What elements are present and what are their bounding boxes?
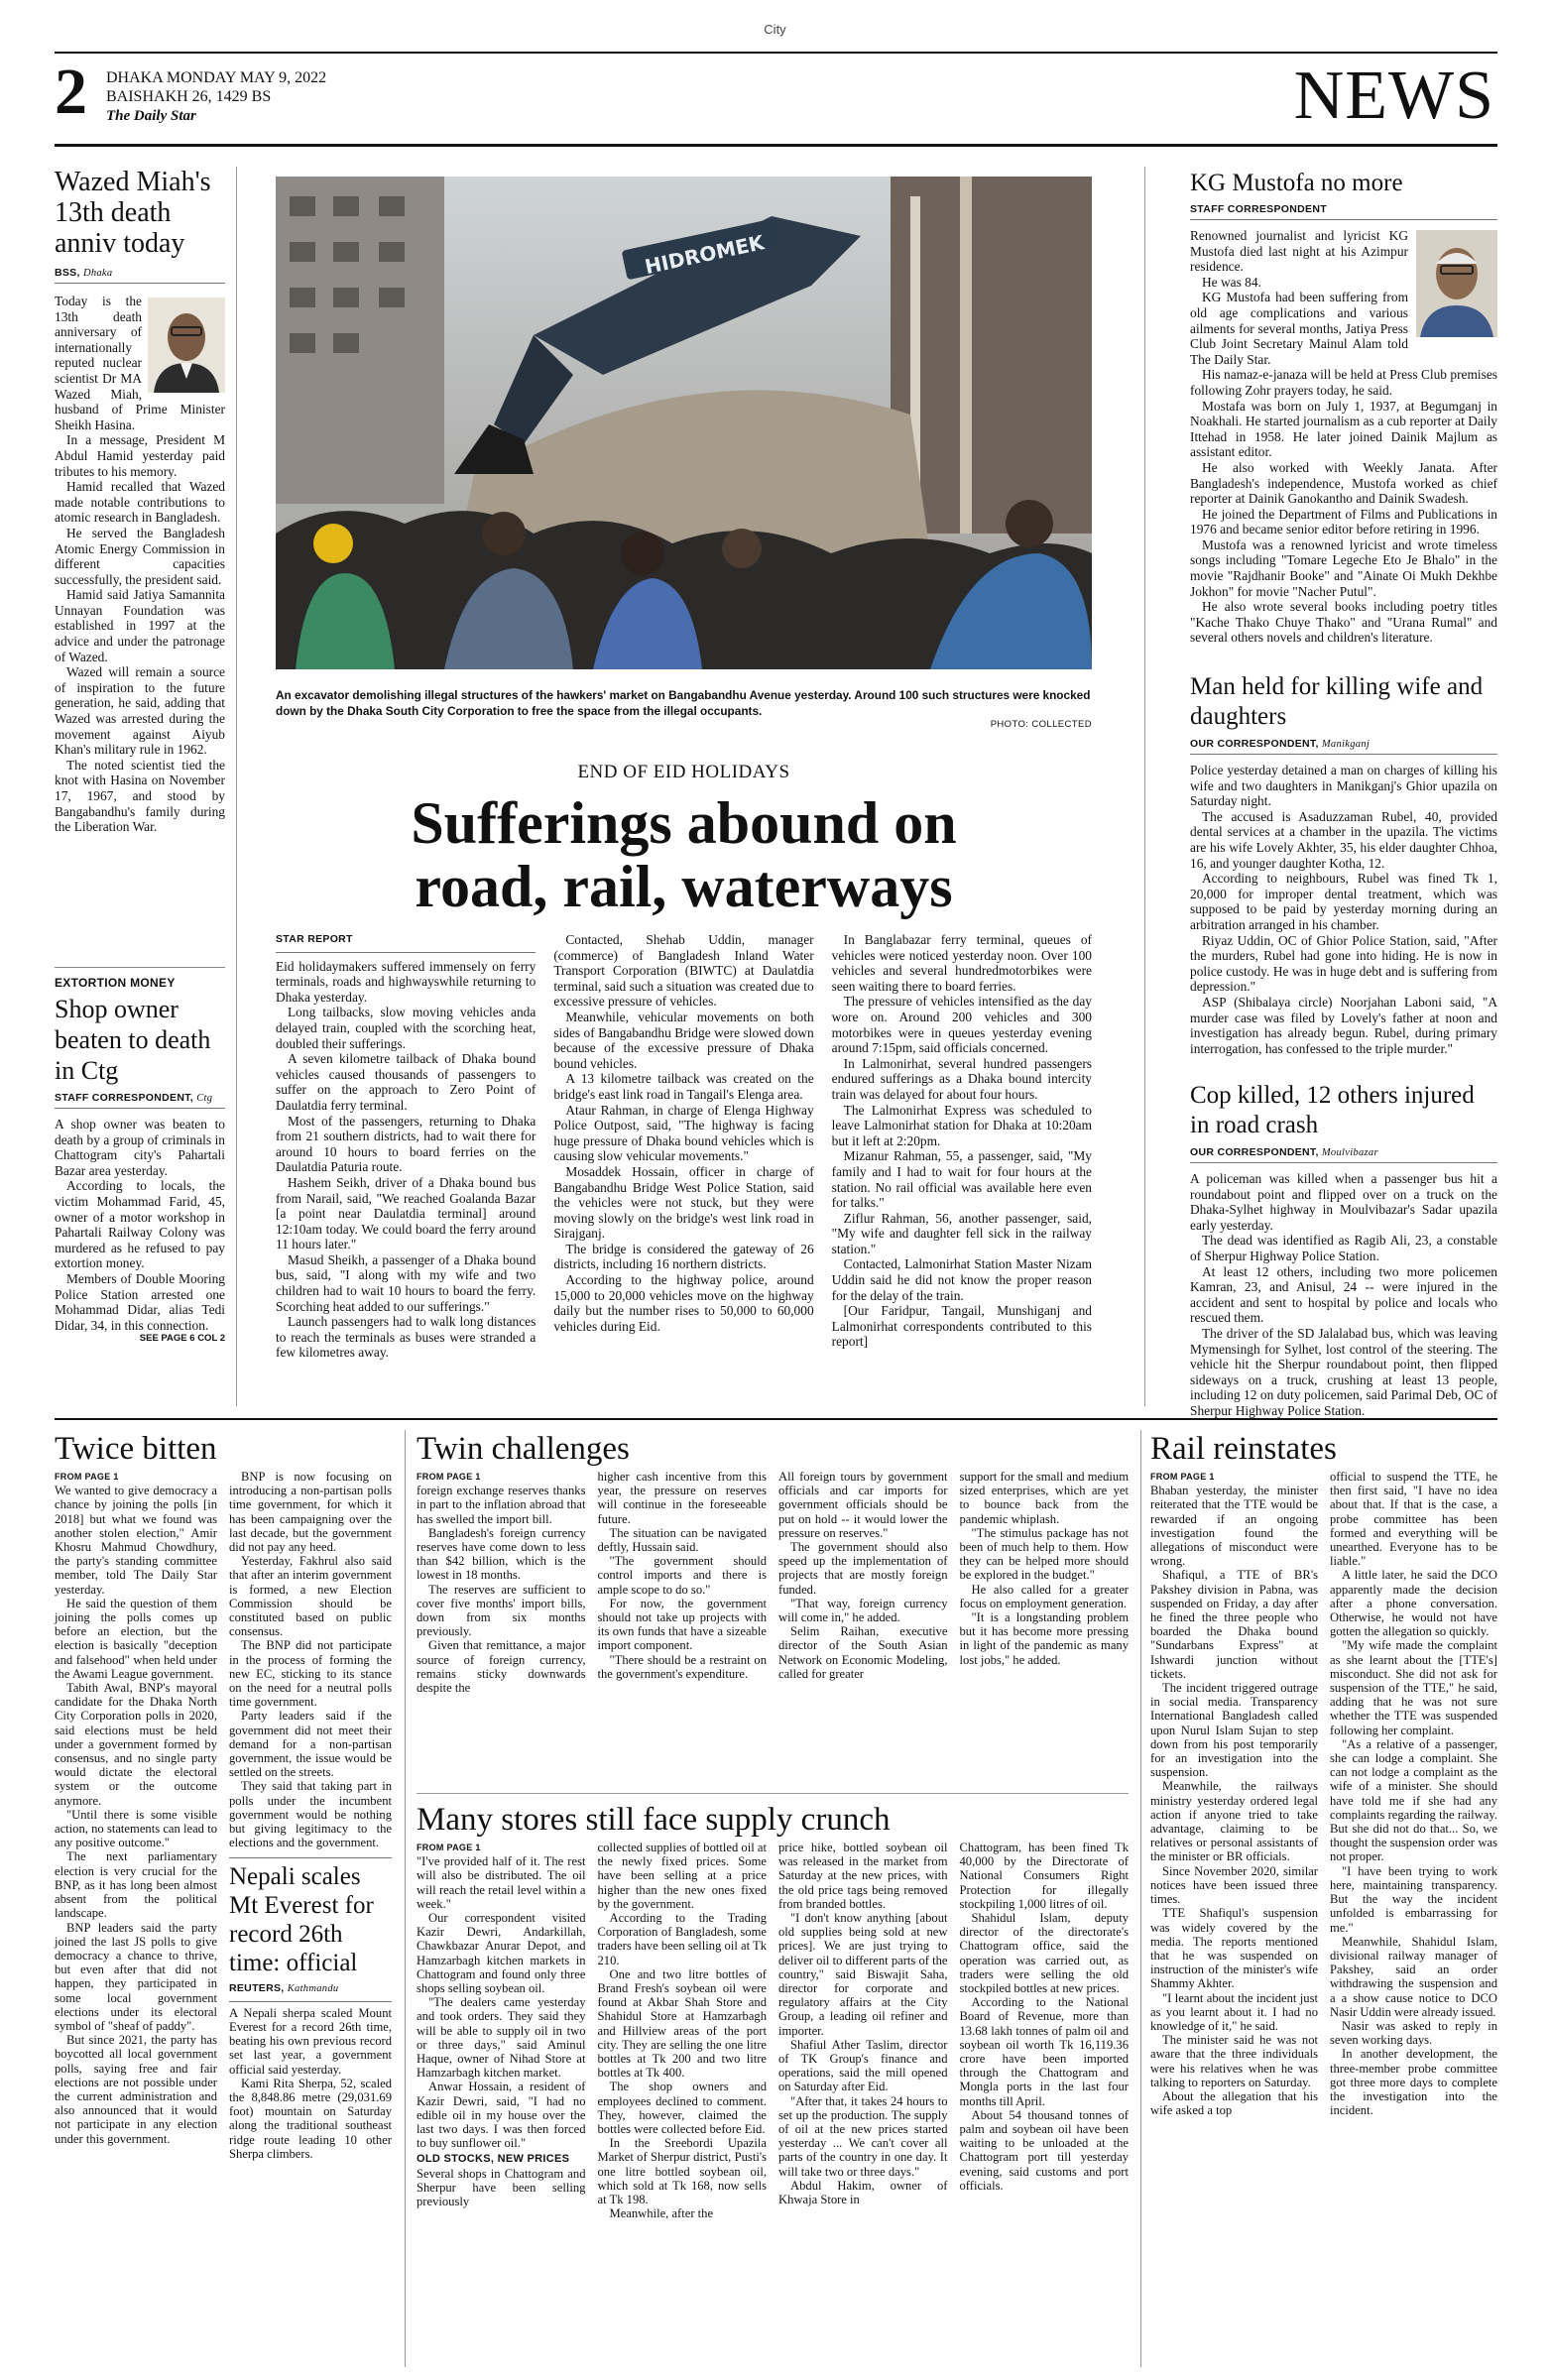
page-number: 2 [55,56,87,128]
man-held-para: The accused is Asaduzzaman Rubel, 40, provided dental services at a chamber in the upazila. The victims are his wife Lovely Akhter, 35, his elder daughter Chhoa, 16, and younger daughter Kotha, 12. [1190,808,1497,871]
man-held-headline: Man held for killing wife and daughters [1190,673,1484,730]
twice-para: The next parliamentary election is very crucial for the BNP, as it has long been almost absent from the political landscape. [55,1849,217,1921]
twin-para: For now, the government should not take up projects with its own funds that have a sizeable import component. [597,1596,767,1653]
kg-body [1190,228,1497,646]
stores-para: About 54 thousand tonnes of palm and soybean oil have been waiting to be unloaded at the Chattogram port till yesterday evening, said customs and port officials. [959,2107,1129,2193]
twice-para: He said the question of them joining the polls comes up before an election, but the election is basically "deception and falsehood" when held under the Awami League government. [55,1596,217,1681]
twin-para: He also called for a greater focus on employment generation. [959,1582,1129,1610]
wazed-portrait [148,298,225,393]
nepali-story [229,1857,392,2160]
masthead-rule [55,144,1497,147]
cop-byline: OUR CORRESPONDENT, Moulvibazar [1190,1146,1497,1163]
lead-col-2 [553,932,813,1361]
twin-para: Selim Raihan, executive director of the South Asian Network on Economic Modeling, called for greater [778,1624,948,1681]
cop-para: A policeman was killed when a passenger bus hit a roundabout point and flipped over on a truck on the Dhaka-Sylhet highway in Moulvibazar's Sadar upazila early yesterday. [1190,1171,1497,1233]
twice-from: FROM PAGE 1 [55,1472,119,1482]
wazed-para: Hamid said Jatiya Samannita Unnayan Foundation was established in 1997 at the advice and under the patronage of Wazed. [55,587,225,664]
lead-para: A seven kilometre tailback of Dhaka bound vehicles caused thousands of passengers to suffer on the approach to Zero Point of Daulatdia ferry terminal. [276,1051,537,1113]
lead-para: The Lalmonirhat Express was scheduled to leave Lalmonirhat station for Dhaka at 10:20am but it left at 2:20pm. [831,1102,1092,1148]
wazed-story [55,167,225,835]
twice-para: Tabith Awal, BNP's mayoral candidate for the Dhaka North City Corporation polls in 2020, said elections must be held under a government formed by consensus, and no single party would dictate the electoral system or the outcome anymore. [55,1681,217,1808]
divider [417,1793,1129,1794]
extortion-body [55,1117,225,1333]
stores-headline: Many stores still face supply crunch [417,1802,891,1838]
man-held-byline: OUR CORRESPONDENT, Manikganj [1190,738,1497,755]
kg-para: He also worked with Weekly Janata. After Bangladesh's independence, Mustofa worked as chief reporter at Dainik Ganokantho and Dainik Swadesh. [1190,459,1497,507]
nepali-headline: Nepali scales Mt Everest for record 26th time: official [229,1863,374,1977]
twin-col-3 [778,1470,948,1695]
twice-para: They said that taking part in polls under the incumbent government would be nothing but giving legitimacy to the elections and the government. [229,1779,392,1850]
kg-para: Renowned journalist and lyricist KG Mustofa died last night at his Azimpur residence. [1190,228,1408,275]
twice-col-2 [229,1470,392,2161]
kg-para: He joined the Department of Films and Publications in 1976 and became senior editor before retiring in 1996. [1190,506,1497,537]
twin-col-4 [960,1470,1130,1695]
rail-para: The incident triggered outrage in social media. Transparency International Bangladesh called upon Nurul Islam Sujan to step down from his post temporarily for an investigation into the suspension. [1150,1681,1318,1780]
extortion-para: A shop owner was beaten to death by a group of criminals in Chattogram city's Pahartali Bazar area yesterday. [55,1117,225,1178]
twice-para: BNP is now focusing on introducing a non-partisan polls time government, for which it has been campaigning over the last decade, but the government did not pay any heed. [229,1470,392,1555]
kg-story [1190,169,1497,646]
rail-para: "As a relative of a passenger, she can lodge a complaint. She can not lodge a complaint as the wife of a minister. She should have told me if she had any complaints regarding the railway. But she did not do that... So, we thought the suspension order was not proper. [1330,1736,1497,1864]
wazed-body [55,294,225,835]
lead-para: In Banglabazar ferry terminal, queues of vehicles were noticed yesterday noon. Over 100 vehicles and several hundredmotorbikes were seen waiting there to board ferries. [831,932,1092,994]
wazed-para: He served the Bangladesh Atomic Energy Commission in different capacities successfully, the president said. [55,525,225,587]
nepali-para: A Nepali sherpa scaled Mount Everest for a record 26th time, beating his own previous record set last year, a government official said yesterday. [229,2005,392,2077]
wazed-para: The noted scientist tied the knot with Hasina on November 17, 1967, and stood by Bangabandhu's family during the Liberation War. [55,757,225,835]
twice-para: "Until there is some visible action, no statements can lead to any positive outcome." [55,1807,217,1850]
kg-headline: KG Mustofa no more [1190,170,1403,196]
stores-para: One and two litre bottles of Brand Fresh's soybean oil were found at Akbar Shah Store and Shahidul Store at Hamzarbagh and Hillview areas of the port city. They are selling the one litre bottles at Tk 200 and two litre bottles at Tk 400. [597,1966,767,2081]
twice-para: BNP leaders said the party joined the last JS polls to give democracy a chance to thrive, but even after that did not happen, they participated in some local government elections under its electoral symbol of "sheaf of paddy". [55,1920,217,2033]
rail-col-2 [1330,1470,1497,2117]
lead-para: Meanwhile, vehicular movements on both sides of Bangabandhu Bridge were slowed down because of the excessive pressure of Dhaka bound vehicles. [553,1009,814,1071]
extortion-para: According to locals, the victim Mohammad Farid, 45, owner of a motor workshop in Pahartali Railway Colony was murdered as he refused to pay extortion money. [55,1178,225,1271]
cop-body [1190,1171,1497,1419]
lead-headline [276,791,1092,918]
twin-para: support for the small and medium sized enterprises, which are yet to bounce back from the pandemic whiplash. [959,1470,1129,1526]
twin-para: The government should also speed up the implementation of projects that are mostly foreign funded. [778,1540,948,1597]
twice-col-1 [55,1470,217,2161]
machine-brand: HIDROMEK [643,230,767,280]
twice-para: We wanted to give democracy a chance by joining the polls [in 2018] but what we found was another stolen election," Amir Khosru Mahmud Chowdhury, the party's standing committee member, told The Daily Star yesterday. [55,1484,217,1597]
rail-para: "I learnt about the incident just as you learnt about it. I had no knowledge of it," he said. [1150,1990,1318,2033]
twice-headline: Twice bitten [55,1431,217,1467]
wazed-para: Wazed will remain a source of inspiration to the future generation, he said, adding that Wazed was arrested during the movement against Aiyub Khan's military rule in 1962. [55,664,225,758]
lead-kicker: END OF EID HOLIDAYS [577,762,790,782]
section-rule [55,1418,1497,1420]
stores-subhead: OLD STOCKS, NEW PRICES [417,2153,570,2166]
stores-story [417,1801,1129,2220]
rail-para: Meanwhile, the railways ministry yesterday ordered legal action if anyone tried to take advantage, claiming to be relatives or personal assistants of the minister or BR officials. [1150,1779,1318,1864]
kg-para: Mustofa was a renowned lyricist and wrote timeless songs including "Tomare Legeche Eto Je Bhalo" in the movie "Rajdhanir Booke" and "Ainate Oi Mukh Dekhbe Jokhon" for movie "Nacher Putul". [1190,536,1497,599]
lead-headline-line: road, rail, waterways [415,854,953,919]
twice-para: The BNP did not participate in the process of forming the new EC, sticking to its stance on the need for a neutral polls time government. [229,1638,392,1710]
twice-para: But since 2021, the party has boycotted all local government polls, saying free and fair elections are not possible under the current administration and also announced that it would not participate in any election under this government. [55,2033,217,2146]
lead-para: Hashem Seikh, driver of a Dhaka bound bus from Narail, said, "We reached Goalanda Bazar [a point near Daulatdia terminal] around 12:10am today. We could board the ferry around 11 hours later." [276,1174,537,1252]
nepali-byline: REUTERS, Kathmandu [229,1981,392,2001]
stores-para: Abdul Hakim, owner of Khwaja Store in [778,2178,948,2207]
kg-byline: STAFF CORRESPONDENT [1190,203,1497,220]
lead-para: Most of the passengers, returning to Dhaka from 21 southern districts, had to wait there for around 10 hours to board ferries on the Daulatdia Paturia route. [276,1113,537,1175]
rail-para: "I have been trying to work here, maintaining transparency. But the way the incident unfolded is embarrassing for me." [1330,1863,1497,1935]
cop-para: The dead was identified as Ragib Ali, 23, a constable of Sherpur Highway Police Station. [1190,1233,1497,1263]
stores-para: "I don't know anything [about old supplies being sold at new prices]. We are just trying to deliver oil to different parts of the country," said Biswajit Saha, director for corporate and regulatory affairs at the City Group, a leading oil refiner and importer. [778,1911,948,2038]
kg-para: Mostafa was born on July 1, 1937, at Begumganj in Noakhali. He started journalism as a cub reporter at Daily Ittehad in 1958. He later joined Dainik Majlum as assistant editor. [1190,398,1497,460]
lead-para: Ziflur Rahman, 56, another passenger, said, "My wife and daughter fell sick in the railway station." [831,1210,1092,1256]
rail-headline: Rail reinstates [1150,1431,1337,1467]
lead-col-3 [832,932,1092,1361]
stores-para: Several shops in Chattogram and Sherpur have been selling previously [417,2166,586,2209]
lead-para: [Our Faridpur, Tangail, Munshiganj and Lalmonirhat correspondents contributed to this report] [831,1303,1092,1350]
twin-from: FROM PAGE 1 [417,1472,481,1482]
rail-para: official to suspend the TTE, he then first said, "I have no idea about that. If that is the case, a probe committee has been formed and everything will be unearthed. Everyone has to be liable." [1330,1470,1497,1569]
section-label: City [764,22,786,37]
news-photo [276,177,1092,669]
lead-para: Long tailbacks, slow moving vehicles anda delayed train, coupled with the scorching heat, doubled their sufferings. [276,1005,537,1051]
jump-line[interactable]: SEE PAGE 6 COL 2 [139,1333,225,1345]
rail-para: A little later, he said the DCO apparently made the decision after a phone conversation. Otherwise, he would not have gotten the allegation so quickly. [1330,1568,1497,1639]
man-held-para: ASP (Shibalaya circle) Noorjahan Laboni said, "A murder case was filed by Lovely's father at noon and investigation has already begun. Rubel, during primary interrogation, has confessed to the triple murder." [1190,994,1497,1056]
twin-para: "There should be a restraint on the government's expenditure. [597,1652,767,1681]
wazed-para: Today is the 13th death anniversary of internationally reputed nuclear scientist Dr MA Wazed Miah, husband of Prime Minister Sheikh Hasina. [55,294,225,432]
lead-para: The pressure of vehicles intensified as the day wore on. Around 200 vehicles and 300 motorbikes were in queues yesterday evening around 7:15pm, said officials concerned. [831,994,1092,1056]
twin-para: The situation can be navigated deftly, Hussain said. [597,1525,767,1555]
column-divider [405,1430,406,2367]
lead-para: Ataur Rahman, in charge of Elenga Highway Police Outpost, said, "The highway is facing huge pressure of Dhaka bound vehicles which is causing slow vehicular movements." [553,1102,814,1164]
cop-para: At least 12 others, including two more policemen Kamran, 23, and Anisul, 24 -- were injured in the accident and sent to hospital by police and locals who rescued them. [1190,1263,1497,1326]
lead-col-1 [276,932,536,1361]
lead-para: A 13 kilometre tailback was created on the bridge's east link road in Tangail's Elenga area. [553,1071,814,1102]
column-divider [1140,1430,1141,2367]
twin-para: The reserves are sufficient to cover five months' import bills, down from six months previously. [417,1582,586,1639]
rail-para: Bhaban yesterday, the minister reiterated that the TTE would be rewarded if an ongoing investigation found the allegations of misconduct were wrong. [1150,1484,1318,1569]
lead-para: Eid holidaymakers suffered immensely on ferry terminals, roads and highwayswhile returning to Dhaka yesterday. [276,958,537,1005]
twin-para: All foreign tours by government officials and car imports for government officials should be put on hold -- it would lower the pressure on reserves." [778,1470,948,1540]
kg-para: KG Mustofa had been suffering from old age complications and various ailments for several months, Jatiya Press Club Joint Secretary Mainul Alam told The Daily Star. [1190,290,1408,367]
stores-para: "I've provided half of it. The rest will also be distributed. The oil will reach the retail level within a week." [417,1854,586,1911]
stores-para: According to the Trading Corporation of Bangladesh, some traders have been selling oil at Tk 210. [597,1911,767,1967]
man-held-body [1190,763,1497,1056]
rail-para: About the allegation that his wife asked a top [1150,2088,1318,2118]
kg-para: His namaz-e-janaza will be held at Press Club premises following Zohr prayers today, he said. [1190,367,1497,398]
cop-story [1190,1081,1497,1419]
man-held-story [1190,672,1497,1056]
twin-para: "It is a longstanding problem but it has become more pressing in light of the pandemic as many lost jobs," he added. [959,1610,1129,1667]
man-held-para: Riyaz Uddin, OC of Ghior Police Station, said, "After the murders, Rubel had gone into hiding. He is now in police custody. He was in huge debt and is suffering from depression." [1190,932,1497,995]
rail-para: TTE Shafiqul's suspension was widely covered by the media. The reports mentioned that he was suspended on instruction of the minister's wife Shammy Akhter. [1150,1906,1318,1991]
stores-from: FROM PAGE 1 [417,1843,481,1852]
stores-para: "After that, it takes 24 hours to set up the production. The supply of oil at the new prices started yesterday ... We can't cover all parts of the country in one day. It will take two or three days." [778,2093,948,2179]
twin-story [417,1430,1129,1695]
man-held-para: According to neighbours, Rubel was fined Tk 1, 20,000 for improper dental treatment, which was supposed to be paid by yesterday morning during an arbitration arranged in his chamber. [1190,871,1497,932]
cop-headline: Cop killed, 12 others injured in road crash [1190,1082,1475,1138]
lead-para: According to the highway police, around 15,000 to 20,000 vehicles move on the highway daily but the number rises to 50,000 to 60,000 vehicles during Eid. [553,1272,814,1334]
stores-para: According to the National Board of Revenue, more than 13.68 lakh tonnes of palm oil and soybean oil worth Tk 16,119.36 crore have been imported through the Chattogram and Mongla ports in the last four months till April. [959,1995,1129,2108]
twice-story [55,1430,392,2161]
lead-para: Masud Sheikh, a passenger of a Dhaka bound bus, said, "I along with my wife and two children had to wait 10 hours to board the ferry. Scorching heat added to our sufferings." [276,1251,537,1314]
stores-col-4 [960,1841,1130,2220]
stores-para: The shop owners and employees declined to comment. They, however, claimed the bottles were collected before Eid. [597,2080,767,2137]
nepali-para: Kami Rita Sherpa, 52, scaled the 8,848.86 metre (29,031.69 foot) mountain on Saturday along the traditional southeast ridge route leading 10 other Sherpa climbers. [229,2076,392,2161]
stores-para: "The dealers came yesterday and took orders. They said they will be able to supply oil in two or three days," said Aminul Haque, owner of Nihad Store at Hamzarbagh kitchen market. [417,1995,586,2081]
rail-para: Nasir was asked to reply in seven working days. [1330,2018,1497,2048]
rail-para: Meanwhile, Shahidul Islam, divisional railway manager of Pakshey, said an order withdrawing the suspension and a a show cause notice to DCO Nasir Uddin were already issued. [1330,1934,1497,2019]
twin-para: Bangladesh's foreign currency reserves have come down to less than $42 billion, which is the lowest in 18 months. [417,1525,586,1583]
lead-para: Mizanur Rahman, 55, a passenger, said, "My family and I had to wait for four hours at the station. No rail official was available here even for talks." [831,1148,1092,1211]
rail-from: FROM PAGE 1 [1150,1472,1215,1482]
extortion-story [55,976,225,1344]
twin-para: Given that remittance, a major source of foreign currency, remains sticky downwards despite the [417,1638,586,1696]
lead-para: Contacted, Lalmonirhat Station Master Nizam Uddin said he did not know the proper reason for the delay of the train. [831,1256,1092,1303]
wazed-para: In a message, President M Abdul Hamid yesterday paid tributes to his memory. [55,432,225,479]
bangla-date: BAISHAKH 26, 1429 BS [106,88,272,105]
extortion-byline: STAFF CORRESPONDENT, Ctg [55,1092,225,1109]
stores-para: collected supplies of bottled oil at the newly fixed prices. Some have been selling at a price higher than the new ones fixed by the government. [597,1841,767,1911]
twin-para: higher cash incentive from this year, the pressure on reserves will continue in the foreseeable future. [597,1470,767,1526]
lead-byline: STAR REPORT [276,932,536,953]
divider [55,967,225,968]
stores-para: Meanwhile, after the [609,2206,714,2221]
lead-body [276,932,1092,1361]
twin-para: "The stimulus package has not been of much help to them. How they can be helped more should be explored in the budget." [959,1525,1129,1583]
rail-story [1150,1430,1497,2117]
section-title: NEWS [1293,58,1494,134]
stores-para: Chattogram, has been fined Tk 40,000 by the Directorate of National Consumers Right Protection for illegally stockpiling 1,000 litres of oil. [959,1841,1129,1911]
photo-credit: PHOTO: COLLECTED [990,719,1092,730]
lead-headline-line: Sufferings abound on [411,790,957,856]
photo-caption: An excavator demolishing illegal structures of the hawkers' market on Bangabandhu Avenue yesterday. Around 100 such structures were knocked down by the Dhaka South City Corporation to free the space from the illegal occupants. [276,688,1091,718]
paper-name: The Daily Star [106,108,196,124]
wazed-byline: BSS, Dhaka [55,267,225,284]
cop-para: The driver of the SD Jalalabad bus, which was leaving Mymensingh for Sylhet, lost control of the steering. The vehicle hit the Sherpur roundabout point, then flipped sideways on a truck, crushing at least 13 people, including 12 on duty policemen, said Parimal Deb, OC of Sherpur Highway Police Station. [1190,1325,1497,1418]
stores-col-3 [778,1841,948,2220]
kg-para: He was 84. [1202,274,1261,290]
stores-para: In the Sreebordi Upazila Market of Sherpur district, Pusti's one litre bottled soybean oil, which sold at Tk 168, now sells at Tk 198. [597,2136,767,2207]
twin-col-1 [417,1470,586,1695]
stores-para: price hike, bottled soybean oil was released in the market from Saturday at the new prices, with the old price tags being removed from branded bottles. [778,1841,948,1911]
stores-para: Our correspondent visited Kazir Dewri, Andarkillah, Chawkbazar Anurar Depot, and Hamzarbagh kitchen markets in Chattogram and found only three shops selling soybean oil. [417,1911,586,1996]
extortion-para: Members of Double Mooring Police Station arrested one Mohammad Didar, alias Tedi Didar, 34, in this connection. [55,1270,225,1333]
lead-para: In Lalmonirhat, several hundred passengers endured sufferings as a Dhaka bound intercity train was delayed for about four hours. [831,1055,1092,1102]
wazed-para: Hamid recalled that Wazed made notable contributions to atomic research in Bangladesh. [55,479,225,526]
lead-para: Contacted, Shehab Uddin, manager (commerce) of Bangladesh Inland Water Transport Corporation (BIWTC) at Daulatdia terminal, said such a situation was created due to excessive pressure of vehicles. [553,932,814,1010]
twin-para: "That way, foreign currency will come in," he added. [778,1596,948,1625]
twin-col-2 [598,1470,768,1695]
stores-para: Shafiul Ather Taslim, director of TK Group's finance and operations, said the mill opened on Saturday after Eid. [778,2037,948,2094]
kg-portrait [1416,230,1497,337]
twin-para: "The government should control imports and there is ample scope to do so." [597,1554,767,1597]
rail-col-1 [1150,1470,1318,2117]
extortion-kicker: EXTORTION MONEY [55,976,176,990]
date-line: DHAKA MONDAY MAY 9, 2022 [106,69,327,86]
rail-para: Shafiqul, a TTE of BR's Pakshey division in Pabna, was suspended on Friday, a day after he fined the three people who boarded the Dhaka bound "Sundarbans Express" at Ishwardi junction without tickets. [1150,1568,1318,1681]
stores-col-1 [417,1841,586,2220]
rail-para: Since November 2020, similar notices have been issued three times. [1150,1863,1318,1907]
twin-headline: Twin challenges [417,1431,630,1467]
column-divider [236,167,237,1406]
stores-para: Shahidul Islam, deputy director of the directorate's Chattogram office, said the operation was carried out, as traders were selling the old stockpiled bottles at new prices. [959,1911,1129,1996]
stores-col-2 [598,1841,768,2220]
rail-para: The minister said he was not aware that the three individuals were his relatives when he was talking to reporters on Saturday. [1150,2033,1318,2089]
kg-para: He also wrote several books including poetry titles "Kache Thako Chuye Thako" and "Urana Rumal" and several others novels and children's literature. [1190,599,1497,646]
column-divider [1144,167,1145,1406]
extortion-headline: Shop owner beaten to death in Ctg [55,995,211,1085]
stores-para: Anwar Hossain, a resident of Kazir Dewri, said, "I had no edible oil in my house over the last two days. I was then forced to buy sunflower oil." [417,2080,586,2151]
lead-para: Mosaddek Hossain, officer in charge of Bangabandhu Bridge West Police Station, said the vehicles were not stuck, but they were moving slowly on the bridge's west link road in Sirajganj. [553,1163,814,1242]
top-rule [55,52,1497,54]
lead-para: The bridge is considered the gateway of 26 districts, including 16 northern districts. [553,1241,814,1272]
twice-para: Party leaders said if the government did not meet their demand for a non-partisan government, the issue would be settled on the streets. [229,1709,392,1780]
lead-para: Launch passengers had to walk long distances to reach the terminals as buses were stranded a few kilometres away. [276,1314,537,1361]
twin-para: foreign exchange reserves thanks in part to the inflation abroad that has swelled the import bill. [417,1484,586,1526]
rail-para: "My wife made the complaint as she learnt about the [TTE's] misconduct. She did not ask for suspension of the TTE," he said, adding that he was not sure whether the TTE was suspended following her complaint. [1330,1638,1497,1737]
twice-para: Yesterday, Fakhrul also said that after an interim government is formed, a new Election Commission should be constituted based on public consensus. [229,1554,392,1639]
man-held-para: Police yesterday detained a man on charges of killing his wife and two daughters in Manikganj's Ghior upazila on Saturday night. [1190,763,1497,809]
wazed-headline: Wazed Miah's 13th death anniv today [55,167,211,259]
rail-para: In another development, the three-member probe committee got three more days to complete the investigation into the incident. [1330,2047,1497,2118]
